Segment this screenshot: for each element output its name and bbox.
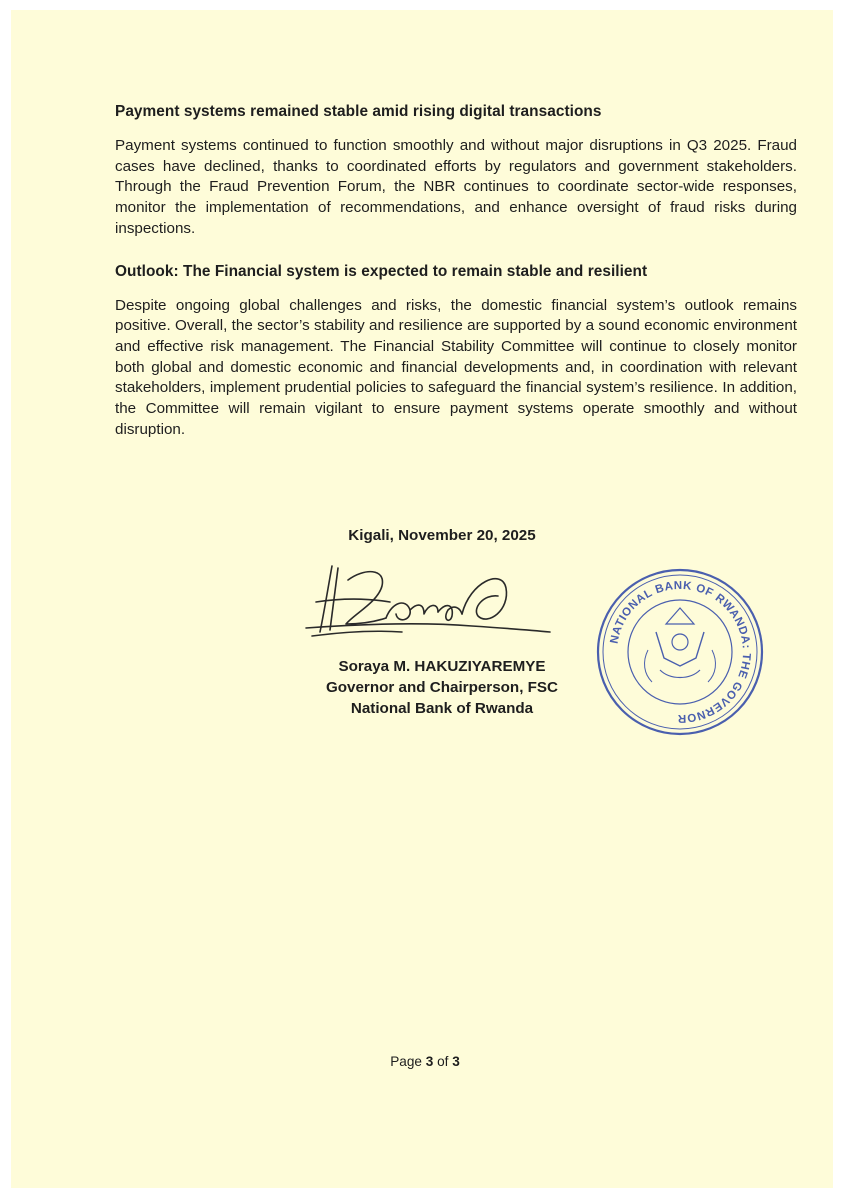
- page-prefix: Page: [390, 1054, 422, 1069]
- signatory-name: Soraya M. HAKUZIYAREMYE: [338, 658, 546, 675]
- page-total: 3: [452, 1054, 460, 1069]
- section-heading-outlook: Outlook: The Financial system is expected to remain stable and resilient: [115, 262, 648, 280]
- handwritten-signature: [302, 558, 562, 648]
- signatory-title: Governor and Chairperson, FSC: [325, 678, 559, 696]
- section-heading-payment-systems: Payment systems remained stable amid rising digital transactions: [115, 103, 602, 120]
- page-current: 3: [425, 1054, 434, 1069]
- page-of-label: of: [437, 1054, 449, 1069]
- section-body-outlook: Despite ongoing global challenges and risks, the domestic financial system’s outlook remains positive. Overall, the sector’s stability and resilience are supported by a sound economic environment and effective risk management. The Financial Stability Committee will continue to closely monitor both global and domestic economic and financial developments and, in coordination with relevant stakeholders, implement prudential policies to safeguard the financial system’s resilience. In addition, the Committee will remain vigilant to ensure payment systems operate smoothly and without disruption.: [115, 296, 797, 438]
- signatory-institution: National Bank of Rwanda: [350, 699, 534, 717]
- place-and-date: Kigali, November 20, 2025: [348, 527, 536, 544]
- page-number: [300, 1054, 550, 1069]
- signatory-block: [252, 657, 632, 719]
- document-body: [115, 102, 797, 440]
- section-body-payment-systems: Payment systems continued to function smoothly and without major disruptions in Q3 2025. Fraud cases have declined, thanks to coordinated efforts by regulators and government stakeholders. Through the Fraud Prevention Forum, the NBR continues to coordinate sector-wide responses, monitor the implementation of recommendations, and enhance oversight of fraud risks during inspections.: [115, 137, 797, 237]
- seal-ring-text: NATIONAL BANK OF RWANDA: THE GOVERNOR: [608, 579, 753, 725]
